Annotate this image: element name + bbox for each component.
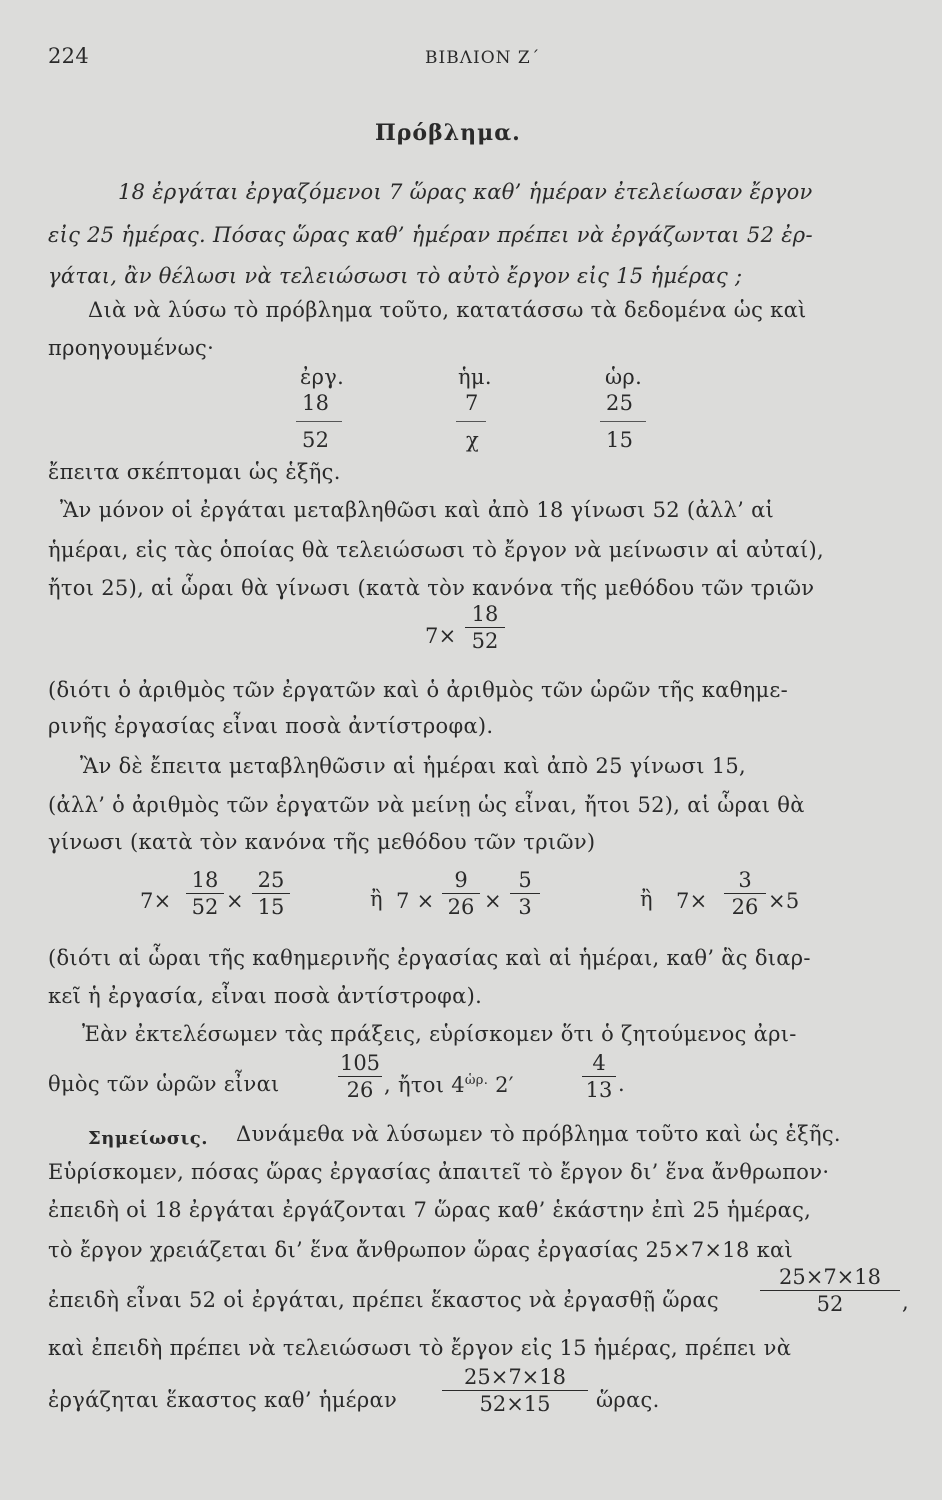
note-line-7-end: ὥρας. [596, 1388, 660, 1412]
para4-line-1: (διότι αἱ ὧραι τῆς καθημερινῆς ἐργασίας καὶ αἱ ἡμέραι, καθ’ ἃς διαρ- [48, 946, 811, 970]
para4-line-2: κεῖ ἡ ἐργασία, εἶναι ποσὰ ἀντίστροφα). [48, 984, 483, 1008]
para5-line-2-pre: θμὸς τῶν ὡρῶν εἶναι [48, 1072, 280, 1096]
note-line-6: καὶ ἐπειδὴ πρέπει νὰ τελειώσωσι τὸ ἔργον εἰς 15 ἡμέρας, πρέπει νὰ [48, 1336, 792, 1360]
note-fraction-1-numerator: 25×7×18 [779, 1265, 881, 1289]
note-line-2: Εὑρίσκομεν, πόσας ὥρας ἐργασίας ἀπαιτεῖ τὸ ἔργον δι’ ἕνα ἄνθρωπον· [48, 1160, 830, 1184]
note-line-5-pre: ἐπειδὴ εἶναι 52 οἱ ἐργάται, πρέπει ἕκαστος νὰ ἐργασθῇ ὥρας [48, 1288, 719, 1312]
fraction-bar [338, 1076, 382, 1077]
note-line-1: Δυνάμεθα νὰ λύσωμεν τὸ πρόβλημα τοῦτο καὶ ὡς ἑξῆς. [236, 1122, 841, 1146]
expr2-b-denominator-1: 26 [447, 895, 475, 919]
expr2-c-numerator: 3 [738, 868, 752, 892]
note-line-3: ἐπειδὴ οἱ 18 ἐργάται ἐργάζονται 7 ὥρας καθ’ ἑκάστην ἐπὶ 25 ἡμέρας, [48, 1198, 812, 1222]
expr2-a-fraction-1 [186, 869, 224, 918]
expr2-b-denominator-2: 3 [518, 895, 532, 919]
then-think-line: ἔπειτα σκέπτομαι ὡς ἑξῆς. [48, 460, 341, 484]
note-fraction-2 [442, 1366, 588, 1415]
problem-line-2: εἰς 25 ἡμέρας. Πόσας ὥρας καθ’ ἡμέραν πρέπει νὰ ἐργάζωνται 52 ἐρ- [48, 223, 813, 247]
expr2-a-denominator-1: 52 [191, 895, 219, 919]
table-cell-hours-1: 25 [606, 391, 634, 415]
table-rule-hours [600, 421, 646, 422]
expr2-c-fraction [724, 869, 766, 918]
note-fraction-2-numerator: 25×7×18 [464, 1365, 566, 1389]
result-minutes: 2′ [488, 1073, 514, 1097]
table-rule-workers [296, 421, 342, 422]
note-fraction-1-comma: , [902, 1290, 909, 1314]
fraction-bar [442, 1390, 588, 1391]
seconds-numerator: 4 [592, 1051, 606, 1075]
problem-line-1: 18 ἐργάται ἐργαζόμενοι 7 ὥρας καθ’ ἡμέραν ἐτελείωσαν ἔργον [118, 180, 813, 204]
table-header-days: ἡμ. [458, 365, 492, 389]
expr2-or-2: ἢ [640, 887, 653, 911]
fraction-bar [760, 1290, 900, 1291]
fraction-bar [724, 893, 766, 894]
intro-line-1: Διὰ νὰ λύσω τὸ πρόβλημα τοῦτο, κατατάσσω τὰ δεδομένα ὡς καὶ [88, 298, 807, 322]
para2-line-1: (διότι ὁ ἀριθμὸς τῶν ἐργατῶν καὶ ὁ ἀριθμὸς τῶν ὡρῶν τῆς καθημε- [48, 678, 788, 702]
note-line-7-pre: ἐργάζηται ἕκαστος καθ’ ἡμέραν [48, 1388, 398, 1412]
table-cell-workers-1: 18 [302, 391, 330, 415]
expr2-c-denominator: 26 [731, 895, 759, 919]
para5-line-1: Ἐὰν ἐκτελέσωμεν τὰς πράξεις, εὑρίσκομεν ὅτι ὁ ζητούμενος ἀρι- [82, 1022, 797, 1046]
expr2-a-denominator-2: 15 [257, 895, 285, 919]
table-header-hours: ὡρ. [605, 365, 643, 389]
para5-line-2-mid [384, 1074, 514, 1096]
para1-line-2: ἡμέραι, εἰς τὰς ὁποίας θὰ τελειώσωσι τὸ ἔργον νὰ μείνωσιν αἱ αὐταί), [48, 538, 824, 562]
fraction-bar [442, 893, 480, 894]
table-cell-hours-2: 15 [606, 428, 634, 452]
result-denominator: 26 [346, 1078, 374, 1102]
section-title: Πρόβλημα. [375, 120, 521, 146]
expr1-fraction [465, 603, 505, 652]
para2-line-2: ρινῆς ἐργασίας εἶναι ποσὰ ἀντίστροφα). [48, 714, 494, 738]
expr2-c-tail: ×5 [768, 889, 800, 913]
table-header-workers: ἐργ. [300, 365, 345, 389]
table-cell-days-2: χ [466, 428, 480, 452]
expr2-a-lead: 7× [140, 889, 172, 913]
page-number: 224 [48, 44, 89, 68]
para3-line-2: (ἀλλ’ ὁ ἀριθμὸς τῶν ἐργατῶν νὰ μείνῃ ὡς εἶναι, ἤτοι 52), αἱ ὧραι θὰ [48, 793, 805, 817]
para1-line-1: Ἂν μόνον οἱ ἐργάται μεταβληθῶσι καὶ ἀπὸ 18 γίνωσι 52 (ἀλλ’ αἱ [60, 498, 775, 522]
expr2-c-lead: 7× [676, 889, 708, 913]
expr2-b-numerator-1: 9 [454, 868, 468, 892]
table-rule-days [456, 421, 486, 422]
expr2-b-fraction-1 [442, 869, 480, 918]
note-fraction-1 [760, 1266, 900, 1315]
note-line-4: τὸ ἔργον χρειάζεται δι’ ἕνα ἄνθρωπον ὥρας ἐργασίας 25×7×18 καὶ [48, 1238, 794, 1262]
table-cell-days-1: 7 [465, 391, 479, 415]
para5-line-2-end: . [618, 1072, 625, 1096]
para1-line-3: ἤτοι 25), αἱ ὧραι θὰ γίνωσι (κατὰ τὸν κανόνα τῆς μεθόδου τῶν τριῶν [48, 576, 815, 600]
expr1-denominator: 52 [471, 629, 499, 653]
expr2-a-fraction-2 [252, 869, 290, 918]
expr2-b-lead: 7 × [396, 889, 435, 913]
fraction-bar [510, 893, 540, 894]
expr2-or-1: ἢ [370, 887, 383, 911]
problem-line-3: γάται, ἂν θέλωσι νὰ τελειώσωσι τὸ αὐτὸ ἔργον εἰς 15 ἡμέρας ; [48, 264, 743, 288]
expr2-a-numerator-2: 25 [257, 868, 285, 892]
note-label: Σημείωσις. [88, 1128, 208, 1149]
fraction-bar [465, 627, 505, 628]
table-cell-workers-2: 52 [302, 428, 330, 452]
result-numerator: 105 [339, 1051, 381, 1075]
result-hours: , ἤτοι 4 [384, 1073, 465, 1097]
fraction-bar [186, 893, 224, 894]
expr2-b-numerator-2: 5 [518, 868, 532, 892]
para3-line-3: γίνωσι (κατὰ τὸν κανόνα τῆς μεθόδου τῶν τριῶν) [48, 830, 596, 854]
fraction-bar [582, 1076, 616, 1077]
expr2-a-times: × [226, 889, 244, 913]
para3-line-1: Ἂν δὲ ἔπειτα μεταβληθῶσιν αἱ ἡμέραι καὶ ἀπὸ 25 γίνωσι 15, [80, 754, 747, 778]
expr2-a-numerator-1: 18 [191, 868, 219, 892]
hours-abbrev: ὡρ. [464, 1073, 489, 1088]
note-fraction-2-denominator: 52×15 [479, 1392, 551, 1416]
running-title: ΒΙΒΛΙΟΝ Ζ΄ [425, 48, 541, 68]
expr1-lead: 7× [425, 624, 457, 648]
expr2-b-times: × [484, 889, 502, 913]
seconds-fraction [582, 1052, 616, 1101]
expr1-numerator: 18 [471, 602, 499, 626]
expr2-b-fraction-2 [510, 869, 540, 918]
intro-line-2: προηγουμένως· [48, 336, 215, 360]
result-fraction [338, 1052, 382, 1101]
seconds-denominator: 13 [585, 1078, 613, 1102]
fraction-bar [252, 893, 290, 894]
note-fraction-1-denominator: 52 [816, 1292, 844, 1316]
